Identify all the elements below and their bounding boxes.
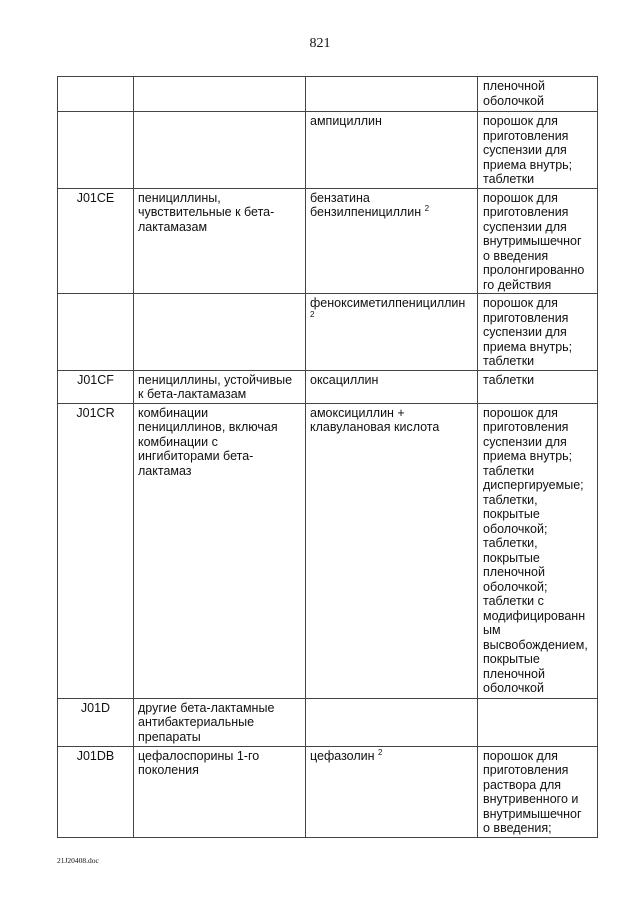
dosage-form-text: порошок для приготовления суспензии для приема внутрь; таблетки	[483, 114, 573, 186]
atc-code-cell	[58, 294, 134, 371]
atc-code-text: J01CE	[76, 190, 115, 205]
dosage-form-text: порошок для приготовления суспензии для внутримышечног о введения пролонгированно го действия	[483, 190, 585, 292]
dosage-form-cell	[478, 370, 598, 403]
group-name-text: другие бета-лактамные антибактериальные препараты	[138, 700, 275, 744]
drug-name-cell	[306, 746, 478, 837]
atc-code-text: J01DB	[76, 748, 115, 763]
group-name-cell	[134, 188, 306, 294]
atc-code-text: J01CF	[77, 372, 114, 387]
table-body	[58, 77, 598, 838]
atc-code-cell	[58, 746, 134, 837]
dosage-form-cell	[478, 188, 598, 294]
footnote-marker: 2	[378, 747, 383, 757]
table-row	[58, 370, 598, 403]
group-name-cell	[134, 77, 306, 112]
footnote-marker: 2	[310, 309, 315, 319]
dosage-form-cell	[478, 746, 598, 837]
dosage-form-cell	[478, 112, 598, 189]
table-row	[58, 698, 598, 746]
dosage-form-text: таблетки	[483, 372, 535, 387]
drug-name-text: цефазолин	[310, 748, 378, 763]
dosage-form-text: порошок для приготовления суспензии для приема внутрь; таблетки	[483, 296, 573, 368]
page-number: 821	[309, 36, 331, 51]
drug-name-text: оксациллин	[310, 372, 379, 387]
drug-name-text: бензатина бензилпенициллин	[310, 190, 422, 219]
dosage-form-cell	[478, 403, 598, 698]
drug-name-cell	[306, 370, 478, 403]
group-name-cell	[134, 294, 306, 371]
group-name-cell	[134, 403, 306, 698]
group-name-text: пенициллины, чувствительные к бета- лактамазам	[138, 190, 275, 234]
atc-code-cell	[58, 77, 134, 112]
table-row	[58, 294, 598, 371]
group-name-cell	[134, 112, 306, 189]
drug-name-cell	[306, 77, 478, 112]
table-row	[58, 188, 598, 294]
table-row	[58, 403, 598, 698]
atc-code-cell	[58, 698, 134, 746]
group-name-text: цефалоспорины 1-го поколения	[138, 748, 260, 777]
dosage-form-cell	[478, 77, 598, 112]
atc-code-cell	[58, 403, 134, 698]
footnote-marker: 2	[424, 204, 430, 213]
drug-name-cell	[306, 698, 478, 746]
drug-name-text: феноксиметилпенициллин	[310, 296, 466, 310]
drug-name-text: ампициллин	[310, 114, 382, 128]
dosage-form-text: пленочной оболочкой	[483, 79, 545, 108]
table-row	[58, 77, 598, 112]
group-name-text: комбинации пенициллинов, включая комбинации с ингибиторами бета- лактамаз	[138, 405, 278, 478]
footer-filename: 21J20408.doc	[57, 856, 99, 865]
dosage-form-text: порошок для приготовления раствора для внутривенного и внутримышечног о введения;	[483, 748, 582, 835]
dosage-form-text: порошок для приготовления суспензии для приема внутрь; таблетки диспергируемые; таблетки, покрытые оболочкой; таблетки, покрытые пленочной оболочкой; таблетки с модифицированн ым высвобождением, покрытые пленочной оболочкой	[483, 405, 588, 695]
atc-code-text: J01CR	[76, 405, 115, 420]
table-row	[58, 746, 598, 837]
group-name-cell	[134, 370, 306, 403]
group-name-cell	[134, 746, 306, 837]
drug-name-cell	[306, 294, 478, 371]
group-name-cell	[134, 698, 306, 746]
dosage-form-cell	[478, 294, 598, 371]
group-name-text: пенициллины, устойчивые к бета-лактамазам	[138, 372, 293, 401]
atc-code-text: J01D	[80, 700, 111, 715]
drug-name-cell	[306, 112, 478, 189]
drug-name-text: амоксициллин + клавулановая кислота	[310, 405, 440, 434]
atc-code-cell	[58, 188, 134, 294]
atc-code-cell	[58, 370, 134, 403]
dosage-form-cell	[478, 698, 598, 746]
table-row	[58, 112, 598, 189]
drug-table	[57, 76, 598, 838]
drug-name-cell	[306, 403, 478, 698]
drug-name-cell	[306, 188, 478, 294]
atc-code-cell	[58, 112, 134, 189]
